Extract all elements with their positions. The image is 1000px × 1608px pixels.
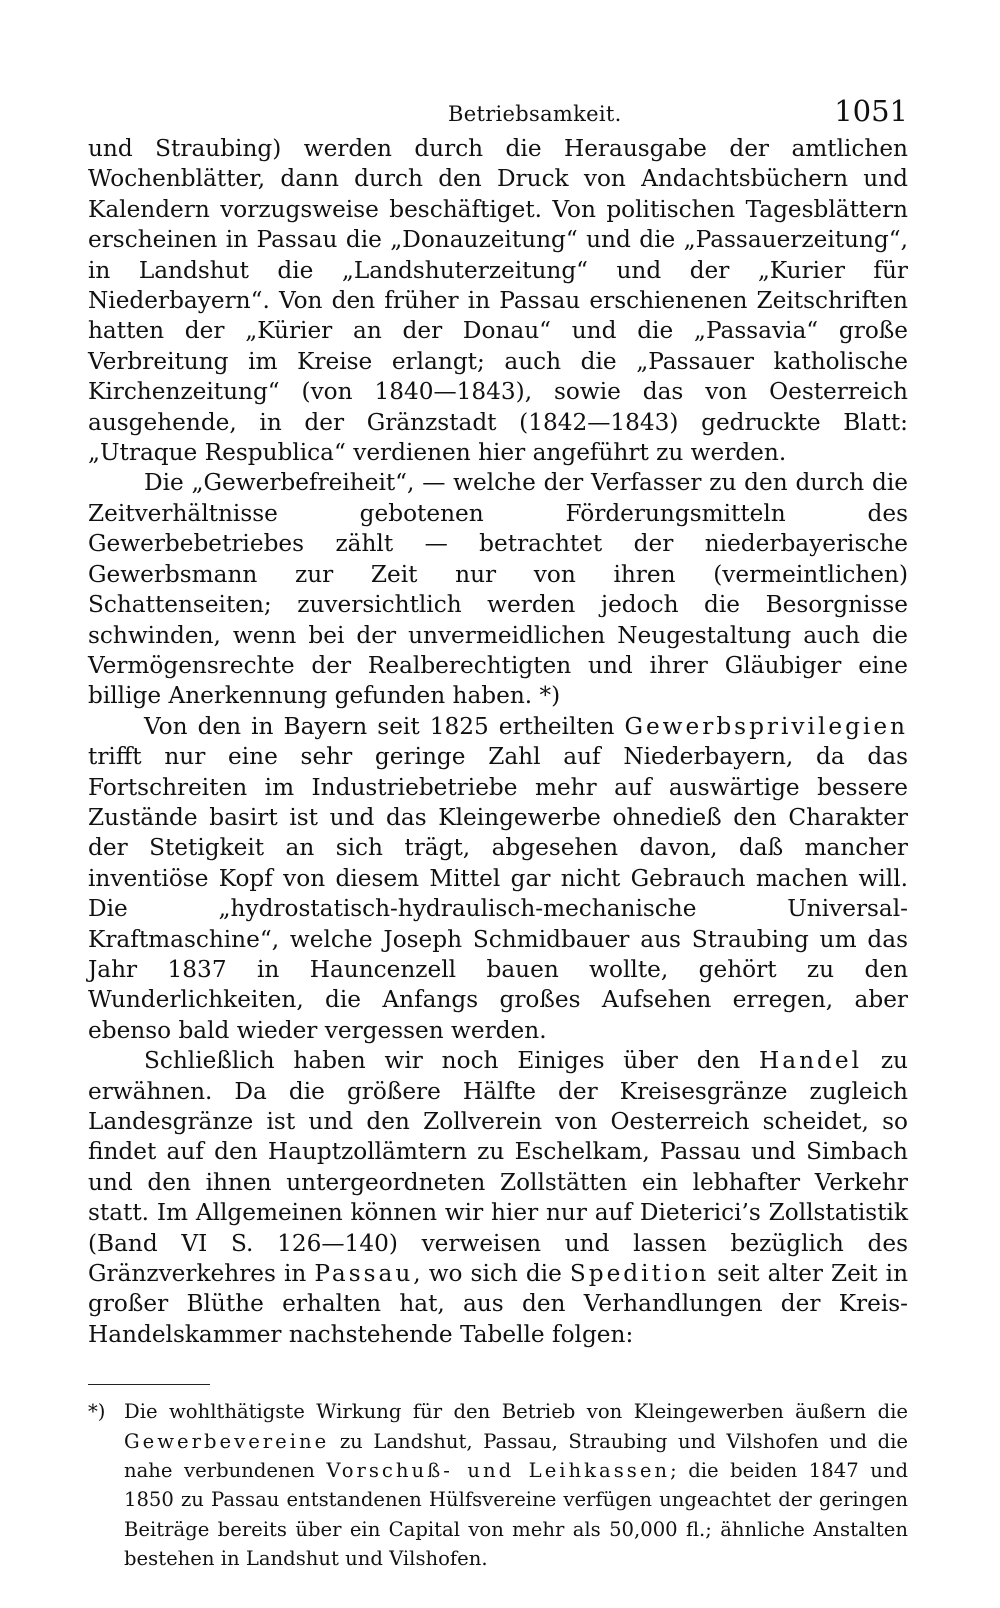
emphasis-spaced-term: Handel bbox=[759, 1047, 863, 1075]
footnote-text-after: ; die beiden 1847 und 1850 zu Passau entstandenen Hülfsvereine verfügen ungeachtet der geringen Beiträge bereits über ein Capital von mehr als 50,000 fl.; ähnliche Anstalten bestehen in Landshut und Vilshofen. bbox=[124, 1459, 908, 1571]
emphasis-spaced-term: Spedition bbox=[569, 1260, 710, 1288]
paragraph-text-after: trifft nur eine sehr geringe Zahl auf Niederbayern, da das Fortschreiten im Industriebetriebe mehr auf auswärtige bessere Zustände basirt ist und das Kleingewerbe ohnedieß den Charakter der Stetigkeit an sich trägt, abgesehen davon, daß mancher inventiöse Kopf von diesem Mittel gar nicht Gebrauch machen will. Die „hydrostatisch-hydraulisch-mechanische Universal-Kraftmaschine“, welche Joseph Schmidbauer aus Straubing um das Jahr 1837 in Hauncenzell bauen wollte, gehört zu den Wunderlichkeiten, die Anfangs großes Aufsehen erregen, aber ebenso bald wieder vergessen werden. bbox=[88, 743, 908, 1044]
paragraph-text-after: seit alter Zeit in großer Blüthe erhalten hat, aus den Verhandlungen der Kreis-Handelskammer nachstehende Tabelle folgen: bbox=[88, 1260, 908, 1348]
emphasis-spaced-term: Gewerbevereine bbox=[124, 1429, 330, 1453]
paragraph-text-middle: , wo sich die bbox=[413, 1260, 570, 1288]
paragraph-printing-press bbox=[88, 134, 908, 468]
paragraph-trade-privileges bbox=[88, 712, 908, 1046]
paragraph-trade-freedom bbox=[88, 468, 908, 711]
body-text bbox=[88, 134, 908, 1350]
paragraph-text: Die „Gewerbefreiheit“, — welche der Verfasser zu den durch die Zeitverhältnisse gebotenen Förderungsmitteln des Gewerbebetriebes zählt — betrachtet der niederbayerische Gewerbsmann zur Zeit nur von ihren (vermeintlichen) Schattenseiten; zuversichtlich werden jedoch die Besorgnisse schwinden, wenn bei der unvermeidlichen Neugestaltung auch die Vermögensrechte der Realberechtigten und ihrer Gläubiger eine billige Anerkennung gefunden haben. *) bbox=[88, 469, 908, 710]
paragraph-text-before: Schließlich haben wir noch Einiges über den bbox=[144, 1047, 760, 1075]
page-number: 1051 bbox=[834, 94, 908, 128]
running-head bbox=[88, 88, 908, 134]
paragraph-text: und Straubing) werden durch die Herausgabe der amtlichen Wochenblätter, dann durch den Druck von Andachtsbüchern und Kalendern vorzugsweise beschäftiget. Von politischen Tagesblättern erscheinen in Passau die „Donauzeitung“ und die „Passauerzeitung“, in Landshut die „Landshuterzeitung“ und der „Kurier für Niederbayern“. Von den früher in Passau erschienenen Zeitschriften hatten der „Kürier an der Donau“ und die „Passavia“ große Verbreitung im Kreise erlangt; auch die „Passauer katholische Kirchenzeitung“ (von 1840—1843), sowie das von Oesterreich ausgehende, in der Gränzstadt (1842—1843) gedruckte Blatt: „Utraque Respublica“ verdienen hier angeführt zu werden. bbox=[88, 135, 908, 467]
paragraph-text-before: Von den in Bayern seit 1825 ertheilten bbox=[144, 712, 625, 740]
emphasis-spaced-term: Gewerbsprivilegien bbox=[624, 712, 908, 740]
footnote-text-middle: zu Landshut, Passau, Straubing und Vilshofen und die nahe verbundenen bbox=[124, 1429, 908, 1483]
running-title: Betriebsamkeit. bbox=[448, 102, 622, 126]
footnote bbox=[88, 1397, 908, 1573]
emphasis-spaced-term: Passau bbox=[314, 1260, 414, 1288]
emphasis-spaced-term: Vorschuß- und Leihkassen bbox=[326, 1459, 671, 1483]
paragraph-text-middle: zu erwähnen. Da die größere Hälfte der Kreisesgränze zugleich Landesgränze ist und den Zollverein von Oesterreich scheidet, so findet auf den Hauptzollämtern zu Eschelkam, Passau und Simbach und den ihnen untergeordneten Zollstätten ein lebhafter Verkehr statt. Im Allgemeinen können wir hier nur auf Dieterici’s Zollstatistik (Band VI S. 126—140) verweisen und lassen bezüglich des Gränzverkehres in bbox=[88, 1047, 908, 1288]
book-page bbox=[88, 88, 908, 1588]
footnote-marker: *) bbox=[88, 1400, 106, 1424]
footnote-text-before: Die wohlthätigste Wirkung für den Betrieb von Kleingewerben äußern die bbox=[124, 1400, 908, 1424]
footnote-divider bbox=[88, 1384, 210, 1385]
paragraph-commerce bbox=[88, 1046, 908, 1350]
